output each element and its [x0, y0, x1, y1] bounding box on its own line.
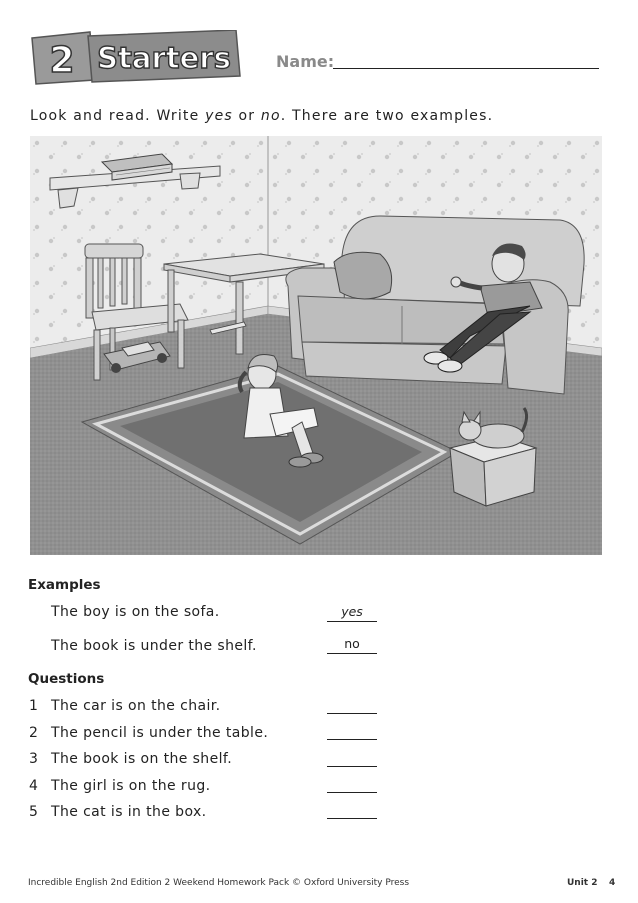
answer-blank[interactable] — [327, 817, 377, 819]
example-sentence: The boy is on the sofa. — [51, 604, 220, 620]
question-number: 4 — [29, 778, 38, 794]
name-label: Name: — [276, 52, 335, 71]
question-sentence: The cat is in the box. — [51, 804, 207, 820]
question-sentence: The car is on the chair. — [51, 698, 221, 714]
answer-blank[interactable] — [327, 791, 377, 793]
question-sentence: The pencil is under the table. — [51, 725, 269, 741]
name-input-line[interactable] — [333, 68, 599, 69]
example-answer: no — [327, 637, 377, 654]
question-number: 3 — [29, 751, 38, 767]
instruction: Look and read. Write yes or no. There are two examples. — [30, 108, 494, 124]
question-number: 2 — [29, 725, 38, 741]
footer-unit: Unit 2 — [567, 878, 598, 888]
question-number: 5 — [29, 804, 38, 820]
question-number: 1 — [29, 698, 38, 714]
unit-number: 2 — [49, 40, 75, 81]
example-sentence: The book is under the shelf. — [51, 638, 257, 654]
questions-heading: Questions — [28, 671, 105, 687]
example-answer: yes — [327, 605, 377, 622]
answer-blank[interactable] — [327, 738, 377, 740]
section-title: Starters — [97, 41, 231, 75]
answer-blank[interactable] — [327, 765, 377, 767]
examples-heading: Examples — [28, 577, 101, 593]
question-sentence: The book is on the shelf. — [51, 751, 233, 767]
question-sentence: The girl is on the rug. — [51, 778, 211, 794]
footer-credit: Incredible English 2nd Edition 2 Weekend Homework Pack © Oxford University Press — [28, 878, 410, 888]
unit-badge — [28, 30, 243, 86]
room-illustration — [30, 136, 602, 555]
answer-blank[interactable] — [327, 712, 377, 714]
page-number: 4 — [609, 878, 616, 888]
